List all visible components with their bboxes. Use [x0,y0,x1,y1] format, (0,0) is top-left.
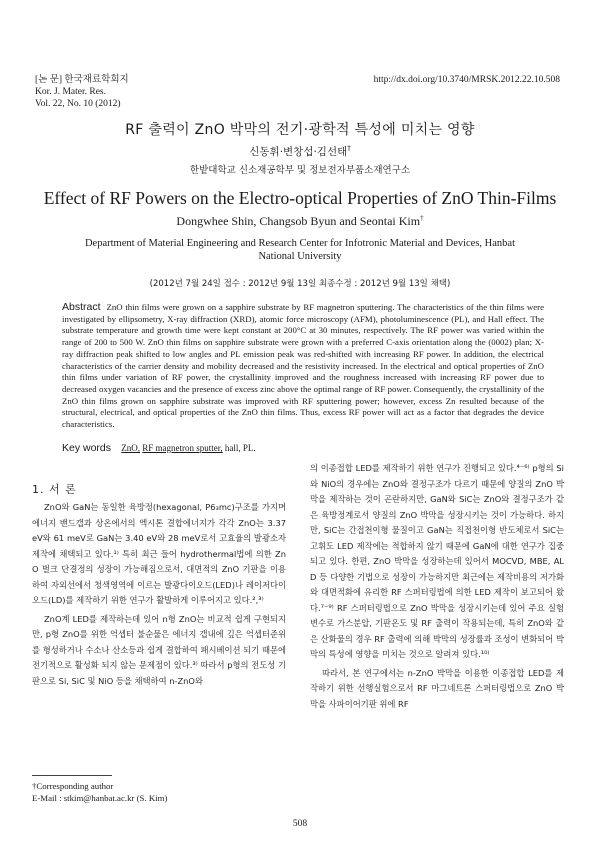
corresponding-mark: † [347,144,351,153]
keywords [62,442,544,454]
footnote-email[interactable]: E-Mail : stkim@hanbat.ac.kr (S. Kim) [32,793,168,803]
body-paragraph: ZnO와 GaN는 동일한 육방정(hexagonal, P6₃mc)구조를 가지며 에너지 밴드갭과 상온에서의 엑시톤 결합에너지가 각각 ZnO는 3.37 eV와 61 meV로 GaN는 3.40 eV와 28 meV로서 고효율의 발광소자 제작에 채택되고 있다.¹⁾ 특히 최근 들어 hydrothermal법에 의한 ZnO 벌크 단결정의 성장이 가능해짐으로서, 대면적의 ZnO 기판을 이용하여 자외선에서 청색영역에 이르는 발광다이오드(LED)나 레이저다이오드(LD)를 제작하기 위한 연구가 활발하게 이루어지고 있다.²,³⁾ [32,502,286,605]
footnote-corresponding: †Corresponding author [32,781,114,791]
body-paragraph: 따라서, 본 연구에서는 n-ZnO 박막을 이용한 이종접합 LED를 제작하기 위한 선행실험으로서 RF 마그네트론 스퍼터링법으로 ZnO 박막을 사파이어기판 위에 RF [310,667,564,709]
keyword-item[interactable]: ZnO, [121,443,141,453]
journal-header [35,74,255,110]
body-paragraph: ZnO계 LED를 제작하는데 있어 n형 ZnO는 비교적 쉽게 구현되지만, p형 ZnO를 위한 억셉터 불순물은 에너지 갭내에 깊은 억셉터준위를 형성하거나 수소나 산소등과 쉽게 결합하여 패시베이션 되기 때문에 전기적으로 활성화 되지 않는 문제점이 있다.³⁾ 따라서 p형의 전도성 기판으로 Si, SiC 및 NiO 등을 채택하여 n-ZnO와 [32,613,286,686]
abstract-text: ZnO thin films were grown on a sapphire substrate by RF magnetron sputtering. The characteristics of the thin films were investigated by ellipsometry, X-ray diffraction (XRD), atomic force microscopy (AFM), photoluminescence (PL), and Hall effect. The substrate temperature and growth time were kept constant at 200°C at 30 minutes, respectively. The RF power was varied within the range of 200 to 500 W. ZnO thin films on sapphire substrate were grown with a preferred C-axis orientation along the (0002) plan; X-ray diffraction peak shifted to low angles and PL emission peak was red-shifted with increasing RF power. In addition, the electrical characteristics of the carrier density and mobility decreased and the resistivity increased. In the electrical and optical properties of ZnO thin films under variation of RF power, the crystallinity improved and the roughness increased with increasing RF power due to decreased oxygen vacancies and the presence of excess zinc above the optimal range of RF power. Consequently, the crystallinity of the ZnO thin films grown on sapphire substrate was improved with RF sputtering power; however, excess Zn resulted because of the structural, electrical, and optical properties of the ZnO thin films. Thus, excess RF power will act as a factor that degrades the device characteristics. [62,302,544,430]
abstract [62,302,544,431]
keyword-item[interactable]: RF magnetron sputter, [142,443,223,453]
footnote-divider [32,775,112,776]
section-heading-introduction: 1. 서 론 [32,483,77,496]
journal-name-en: Kor. J. Mater. Res. [35,87,106,97]
authors-en-names: Dongwhee Shin, Changsob Byun and Seontai Kim [176,214,421,228]
body-column-left [32,500,286,689]
affiliation-en: Department of Material Engineering and Research Center for Infotronic Material and Devices, Hanbat National University [84,238,516,262]
doi-link[interactable]: http://dx.doi.org/10.3740/MRSK.2012.22.10.508 [373,75,560,85]
journal-name-ko: [논 문] 한국재료학회지 [35,75,129,85]
body-paragraph: 의 이종접합 LED를 제작하기 위한 연구가 진행되고 있다.⁴⁻⁶⁾ p형의 Si와 NiO의 경우에는 ZnO와 결정구조가 다르기 때문에 양질의 ZnO 박막을 제작하는 것이 곤란하지만, GaN와 SiC는 ZnO와 결정구조가 같은 육방정계로서 양질의 ZnO 박막을 성장시키는 것이 가능하다. 하지만, SiC는 간접천이형 물질이고 GaN는 직접천이형 반도체로서 SiC는 고휘도 LED 제작에는 적합하지 않기 때문에 GaN에 대한 연구가 집중되고 있다. 한편, ZnO 박막을 성장하는데 있어서 MOCVD, MBE, ALD 등 다양한 기법으로 성장이 가능하지만 최근에는 제작비용의 저가화와 대면적화에 유리한 RF 스퍼터링법에 의한 LED 제작이 보고되어 왔다.⁷⁻⁹⁾ RF 스퍼터링법으로 ZnO 박막을 성장시키는데 있어 주요 실험변수로 가스분압, 기판온도 및 RF 출력이 작용되는데, 특히 ZnO와 같은 산화물의 경우 RF 출력에 의해 박막의 성장률과 조성이 변화되어 박막의 특성에 영향을 미치는 것으로 알려져 있다.¹⁰⁾ [310,463,564,659]
abstract-heading: Abstract [62,301,101,313]
keyword-item: hall, PL. [224,443,256,453]
page-number: 508 [292,819,308,829]
submission-dates: (2012년 7월 24일 접수 : 2012년 9월 13일 최종수정 : 2012년 9월 13일 채택) [149,279,451,289]
keywords-heading: Key words [62,442,112,454]
title-ko: RF 출력이 ZnO 박막의 전기·광학적 특성에 미치는 영향 [125,122,475,138]
body-column-right [310,461,564,712]
title-en: Effect of RF Powers on the Electro-optical Properties of ZnO Thin-Films [43,188,557,208]
affiliation-ko: 한밭대학교 신소재공학부 및 정보전자부품소재연구소 [189,165,411,176]
authors-ko [0,144,600,159]
corresponding-mark-en: † [420,214,424,222]
authors-ko-names: 신동휘·변창섭·김선태 [249,146,348,158]
footnote [32,780,286,804]
journal-volume: Vol. 22, No. 10 (2012) [35,99,121,109]
authors-en [0,214,600,229]
